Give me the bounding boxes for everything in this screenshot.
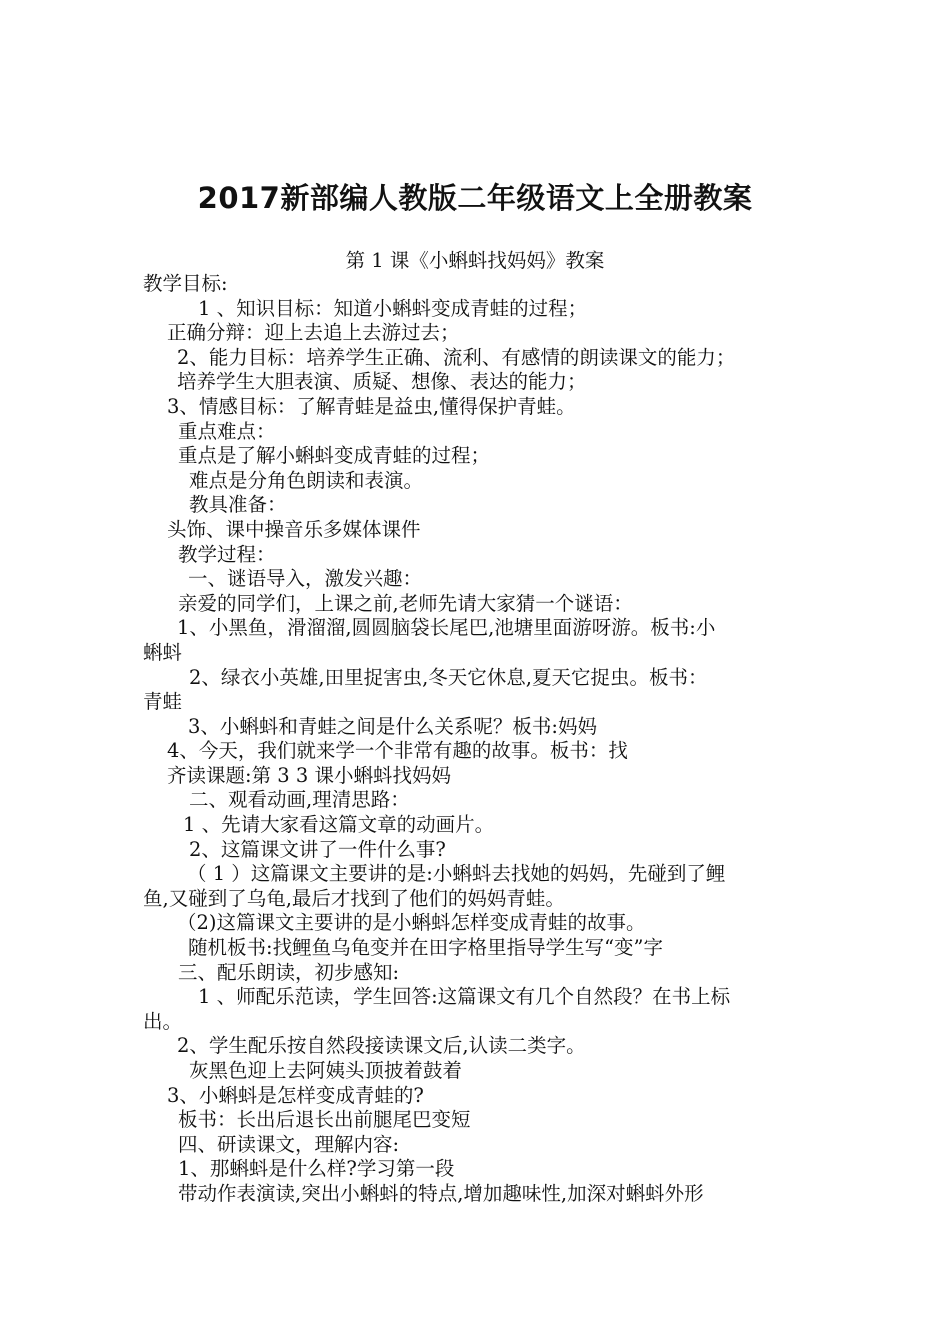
text-line: 出。 [143,1009,183,1033]
text-line: 正确分辩：迎上去追上去游过去； [167,321,460,345]
text-line: 3、小蝌蚪是怎样变成青蛙的? [167,1083,424,1107]
text-line: 2、能力目标：培养学生正确、流利、有感情的朗读课文的能力； [177,345,736,369]
text-line: 1 、知识目标：知道小蝌蚪变成青蛙的过程； [198,296,588,320]
text-line: 2、学生配乐按自然段接读课文后,认读二类字。 [177,1034,586,1058]
text-line: 齐读课题:第 3 3 课小蝌蚪找妈妈 [167,763,451,787]
text-line: 蝌蚪 [143,640,183,664]
text-line: 重点是了解小蝌蚪变成青蛙的过程； [178,444,491,468]
text-line: （ 1 ）这篇课文主要讲的是:小蝌蚪去找她的妈妈，先碰到了鲤 [187,862,726,886]
text-line: 难点是分角色朗读和表演。 [189,468,424,492]
text-line: 2、这篇课文讲了一件什么事? [189,837,446,861]
text-line: （2)这篇课文主要讲的是小蝌蚪怎样变成青蛙的故事。 [177,911,646,935]
text-line: 一、谜语导入，激发兴趣： [188,567,423,591]
document-title: 2017新部编人教版二年级语文上全册教案 [197,181,753,215]
text-line: 4、今天，我们就来学一个非常有趣的故事。板书：找 [167,739,628,763]
text-line: 2、绿衣小英雄,田里捉害虫,冬天它休息,夏天它捉虫。板书： [189,665,708,689]
text-line: 教具准备： [189,493,287,517]
text-line: 3、小蝌蚪和青蛙之间是什么关系呢？板书:妈妈 [188,714,597,738]
text-line: 四、研读课文，理解内容: [178,1132,400,1156]
text-line: 板书：长出后退长出前腿尾巴变短 [178,1108,471,1132]
text-line: 随机板书:找鲤鱼乌龟变并在田字格里指导学生写“变”字 [188,936,664,960]
text-line: 教学目标: [143,272,228,295]
text-line: 1、小黑鱼，滑溜溜,圆圆脑袋长尾巴,池塘里面游呀游。板书:小 [177,616,716,640]
text-line: 头饰、课中操音乐多媒体课件 [167,517,421,541]
text-line: 3、情感目标：了解青蛙是益虫,懂得保护青蛙。 [167,394,576,418]
text-line: 带动作表演读,突出小蝌蚪的特点,增加趣味性,加深对蝌蚪外形 [178,1181,704,1205]
text-line: 教学过程： [178,542,276,566]
text-line: 灰黑色迎上去阿姨头顶披着鼓着 [189,1059,463,1082]
text-line: 鱼,又碰到了乌龟,最后才找到了他们的妈妈青蛙。 [143,886,565,910]
text-line: 1 、先请大家看这篇文章的动画片。 [183,813,495,837]
text-line: 二、观看动画,理清思路： [189,788,410,812]
text-line: 重点难点： [178,419,276,443]
text-line: 亲爱的同学们，上课之前,老师先请大家猜一个谜语： [178,591,633,615]
text-line: 1、那蝌蚪是什么样?学习第一段 [178,1157,455,1181]
text-line: 培养学生大胆表演、质疑、想像、表达的能力； [177,370,587,394]
lesson-title: 第 1 课《小蝌蚪找妈妈》教案 [345,249,605,272]
document-body [143,272,808,1207]
text-line: 三、配乐朗读，初步感知: [178,960,400,984]
text-line: 青蛙 [143,690,183,714]
text-line: 1 、师配乐范读，学生回答:这篇课文有几个自然段？在书上标 [198,985,731,1009]
